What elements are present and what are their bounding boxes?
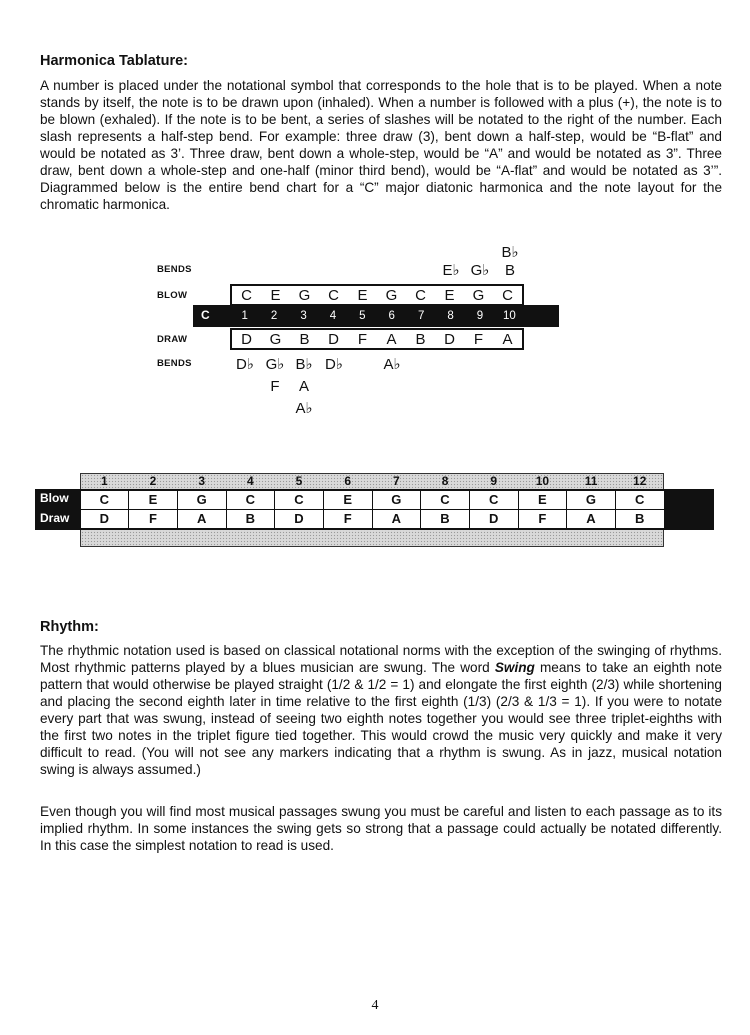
chromatic-notes-grid — [80, 490, 664, 528]
hole-number: 5 — [359, 310, 366, 322]
page-number: 4 — [371, 998, 379, 1013]
hole-numbers — [230, 305, 524, 327]
hole-number: 2 — [270, 310, 278, 322]
chromatic-draw-note: A — [566, 509, 616, 529]
hole-number: 10 — [502, 310, 516, 322]
blow-note: E — [357, 287, 368, 304]
draw-label: DRAW — [157, 334, 188, 345]
chromatic-draw-note: B — [226, 509, 276, 529]
hole-number: 1 — [100, 474, 108, 488]
chromatic-draw-label: Draw — [40, 511, 70, 525]
chromatic-draw-note: B — [615, 509, 665, 529]
chromatic-blow-note: C — [469, 490, 519, 510]
draw-bend-note: B♭ — [295, 356, 313, 373]
chromatic-blow-note: C — [80, 490, 130, 510]
draw-bend-note: D♭ — [325, 356, 343, 373]
draw-bend-note: D♭ — [236, 356, 254, 373]
blow-note: G — [385, 287, 398, 304]
draw-bend-note: A♭ — [383, 356, 401, 373]
chromatic-hole-numbers — [80, 474, 664, 488]
hole-number: 2 — [149, 474, 157, 488]
chromatic-draw-note: F — [128, 509, 178, 529]
blow-note: G — [298, 287, 311, 304]
blow-bend-note: B — [504, 262, 515, 279]
section-heading-tablature: Harmonica Tablature: — [40, 53, 188, 69]
hole-number: 7 — [417, 310, 425, 322]
hole-number: 9 — [490, 474, 498, 488]
hole-number: 7 — [393, 474, 400, 488]
hole-number: 3 — [300, 310, 307, 322]
chromatic-draw-note: D — [80, 509, 130, 529]
chromatic-draw-note: A — [372, 509, 422, 529]
draw-note: D — [328, 331, 339, 348]
draw-note: F — [357, 331, 368, 348]
harmonica-key-label: C — [201, 308, 210, 322]
hole-number: 6 — [388, 310, 395, 322]
rhythm-paragraph — [40, 642, 722, 778]
chromatic-blow-note: C — [226, 490, 276, 510]
draw-note: B — [415, 331, 426, 348]
hole-number: 9 — [476, 310, 484, 322]
blow-bend-note: E♭ — [442, 262, 460, 279]
blow-bend-note: G♭ — [470, 262, 490, 279]
chromatic-draw-note: A — [177, 509, 227, 529]
draw-note: D — [241, 331, 252, 348]
blow-note: C — [328, 287, 339, 304]
rhythm-paragraph-2: Even though you will find most musical passages swung you must be careful and listen to each passage as to its implied rhythm. In some instances the swing gets so strong that a passage could actually be notated differently. In this case the simplest notation to read is used. — [40, 804, 722, 853]
section-heading-rhythm: Rhythm: — [40, 619, 99, 635]
chromatic-draw-note: D — [469, 509, 519, 529]
chromatic-blow-note: G — [372, 490, 422, 510]
chromatic-blow-note: E — [323, 490, 373, 510]
chromatic-blow-note: E — [518, 490, 568, 510]
draw-note: A — [386, 331, 397, 348]
blow-note: C — [415, 287, 426, 304]
swing-emphasis: Swing — [494, 660, 535, 675]
hole-number: 8 — [447, 310, 454, 322]
draw-note: G — [269, 331, 282, 348]
draw-notes-row — [230, 328, 524, 350]
hole-number: 4 — [329, 310, 337, 322]
bends-label-bottom: BENDS — [157, 358, 192, 369]
draw-bend-note: A — [298, 378, 309, 395]
draw-bend-note: F — [270, 378, 280, 395]
blow-notes-row — [230, 284, 524, 306]
draw-bend-note: A♭ — [295, 400, 313, 417]
hole-number: 6 — [344, 474, 352, 488]
chromatic-draw-note: D — [274, 509, 324, 529]
chromatic-blow-note: C — [274, 490, 324, 510]
rhythm-text-start: The rhythmic notation used is based on classical notational norms with the exception of the swinging of rhythms. Most rhythmic patterns played by a blues musician are swung. The word — [40, 643, 722, 675]
blow-note: E — [444, 287, 455, 304]
chromatic-draw-note: F — [323, 509, 373, 529]
blow-note: C — [502, 287, 513, 304]
blow-note: C — [241, 287, 252, 304]
chromatic-blow-note: G — [177, 490, 227, 510]
chromatic-blow-note: E — [128, 490, 178, 510]
draw-note: F — [473, 331, 484, 348]
blow-bend-note: B♭ — [501, 244, 519, 261]
hole-number: 1 — [241, 310, 248, 322]
hole-number: 11 — [584, 474, 598, 488]
tablature-paragraph: A number is placed under the notational symbol that corresponds to the hole that is to be played. When a note stands by itself, the note is to be drawn upon (inhaled). When a number is followed with a plus (+), the note is to be blown (exhaled). If the note is to be bent, a series of slashes will be notated to the right of the number. Each slash represents a half-step bend. For example: three draw (3), bent down a half-step, would be “B-flat” and would be notated as 3’. Three draw, bent down a whole-step, would be “A” and would be notated as 3”. Three draw, bent down a whole-step and one-half (minor third bend), would be “A-flat” and would be notated as 3’”. Diagrammed below is the entire bend chart for a “C” major diatonic harmonica and the note layout for the chromatic harmonica. — [40, 78, 722, 212]
blow-label: BLOW — [157, 290, 188, 301]
hole-number: 10 — [535, 474, 550, 488]
blow-note: E — [270, 287, 281, 304]
chromatic-blow-label: Blow — [40, 491, 69, 505]
hole-number: 4 — [247, 474, 254, 488]
hole-number: 8 — [441, 474, 449, 488]
draw-note: A — [502, 331, 513, 348]
chromatic-draw-note: B — [420, 509, 470, 529]
draw-note: D — [444, 331, 455, 348]
chromatic-blow-note: C — [420, 490, 470, 510]
rhythm-text-end: means to take an eighth note pattern that would otherwise be played straight (1/2 & 1/2 = 1) and elongate the first eighth (2/3) while shortening and placing the second eighth later in time relative to the first eighth (1/3) (2/3 & 1/3 = 1). If you were to notate every part that was swung, instead of seeing two eighth notes together you would see three triplet-eighths with the first two notes in the triplet figure tied together. This would crowd the music very quickly and make it very difficult to read. (You will not see any markers indicating that a rhythm is swung. As in jazz, musical notation swing is always assumed.) — [40, 660, 723, 777]
bends-label-top: BENDS — [157, 264, 192, 275]
draw-note: B — [299, 331, 310, 348]
chromatic-blow-note: G — [566, 490, 616, 510]
hole-number: 12 — [633, 474, 647, 488]
blow-note: G — [472, 287, 485, 304]
chromatic-draw-note: F — [518, 509, 568, 529]
hole-number: 5 — [295, 474, 303, 488]
hole-number: 3 — [198, 474, 206, 488]
hole-number-bar — [193, 305, 559, 327]
chromatic-blow-note: C — [615, 490, 665, 510]
draw-bend-note: G♭ — [265, 356, 285, 373]
